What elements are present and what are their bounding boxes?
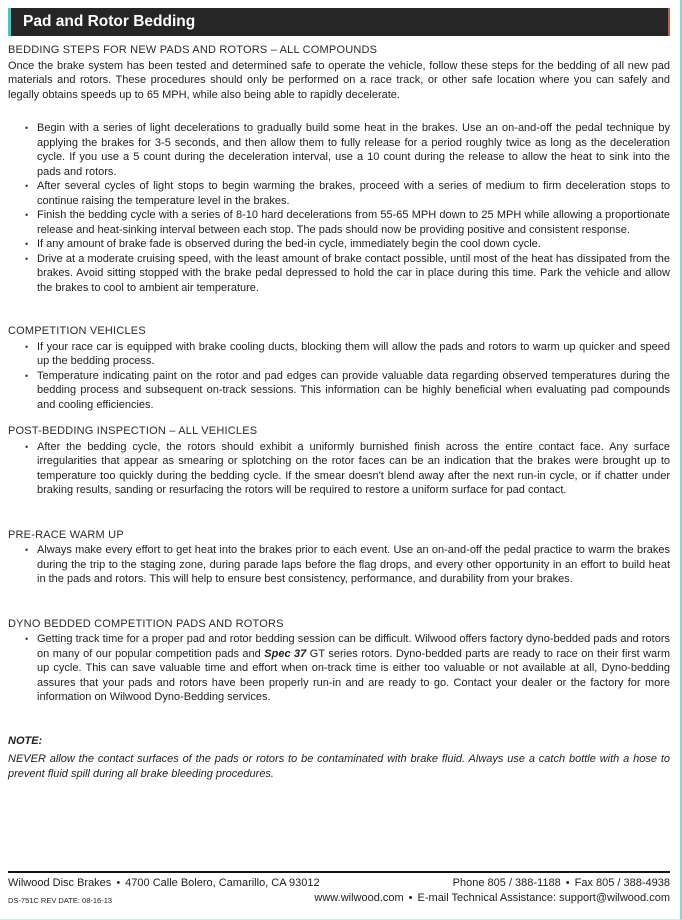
bullet-text: Temperature indicating paint on the rotor and pad edges can provide valuable data regarding observed temperatures during the bedding process and subsequent on-track sessions. This information can be highly beneficial when evaluating pad compounds and cooling efficiencies.: [37, 369, 670, 411]
bullet-list: [8, 543, 670, 587]
bullet-text: After several cycles of light stops to begin warming the brakes, proceed with a series of medium to firm deceleration stops to continue raising the temperature level in the brakes.: [37, 180, 670, 207]
bullet-list: [8, 340, 670, 413]
note-text: NEVER allow the contact surfaces of the pads or rotors to be contaminated with brake fluid. Always use a catch bottle with a hose to prevent fluid spill during all brake bleeding procedures.: [8, 753, 670, 780]
note-label: NOTE:: [8, 734, 43, 747]
list-item: [8, 179, 670, 208]
bullet-text: [37, 632, 670, 705]
bullet-icon: •: [25, 341, 29, 352]
bullet-icon: •: [25, 370, 29, 381]
section-heading: COMPETITION VEHICLES: [8, 325, 146, 337]
section-post-bedding-inspection: [8, 424, 670, 498]
section-dyno-bedded: [8, 617, 670, 705]
section-heading: POST-BEDDING INSPECTION – ALL VEHICLES: [8, 425, 258, 437]
page-title: Pad and Rotor Bedding: [23, 13, 196, 30]
list-item: [8, 121, 670, 179]
bullet-icon: •: [25, 545, 29, 555]
bullet-icon: •: [25, 181, 29, 191]
bullet-icon: •: [25, 253, 29, 264]
section-heading: BEDDING STEPS FOR NEW PADS AND ROTORS – ALL COMPOUNDS: [8, 44, 378, 56]
document-id: DS-751C REV DATE: 08-16-13: [8, 896, 113, 905]
fax-number: Fax 805 / 388-4938: [574, 877, 670, 889]
bullet-icon: •: [25, 441, 29, 452]
company-name: Wilwood Disc Brakes: [8, 877, 112, 889]
website-url: www.wilwood.com: [314, 892, 404, 904]
bullet-icon: •: [25, 123, 29, 133]
bullet-text-before: Getting track time for a proper pad and rotor bedding session can be difficult. Wilwood offers factory dyno-bedded pads and rotors on many of our popular competition pads and: [37, 633, 670, 660]
list-item: [8, 237, 670, 252]
list-item: [8, 340, 670, 369]
phone-number: Phone 805 / 388-1188: [452, 877, 561, 889]
footer-phone-fax: [453, 877, 670, 889]
bullet-list: [8, 121, 670, 295]
bullet-separator: •: [565, 877, 570, 889]
list-item: [8, 252, 670, 296]
list-item: [8, 369, 670, 413]
list-item: [8, 632, 670, 705]
footer-row-1: [8, 877, 670, 889]
bullet-text: Finish the bedding cycle with a series of 8-10 hard decelerations from 55-65 MPH down to 25 MPH while allowing a proportionate release and heat-sinking interval between each stop. The pads should now be providing positive and consistent response.: [37, 209, 670, 236]
bullet-icon: •: [25, 634, 29, 644]
bullet-list: [8, 632, 670, 705]
bullet-text: Drive at a moderate cruising speed, with the least amount of brake contact possible, until most of the heat has dissipated from the brakes. Avoid sitting stopped with the brake pedal depressed to hold the car in place during this time. Park the vehicle and allow the brakes to cool to ambient air temperature.: [37, 252, 670, 294]
bullet-icon: •: [25, 210, 29, 220]
company-address: 4700 Calle Bolero, Camarillo, CA 93012: [125, 877, 320, 889]
note-block: [8, 734, 670, 783]
bullet-text: If any amount of brake fade is observed during the bed-in cycle, immediately begin the cool down cycle.: [37, 238, 541, 250]
list-item: [8, 208, 670, 237]
section-competition-vehicles: [8, 324, 670, 412]
bullet-text: After the bedding cycle, the rotors should exhibit a uniformly burnished finish across the entire contact face. Any surface irregularities that appear as smearing or splotching on the rotor faces can be an indication that the brakes were brought up to temperature too quickly during the bedding cycle. If the smear doesn't blend away after the next run-in cycle, or if chatter under braking results, sanding or resurfacing the rotors will be required to restore a uniform surface for pad contact.: [37, 440, 670, 496]
bullet-text: Always make every effort to get heat into the brakes prior to each event. Use an on-and-off the pedal practice to warm the brakes during the trip to the staging zone, during parade laps before the flag drops, and every other opportunity in an effort to build heat in the pads and rotors. This will help to ensure best consistency, performance, and durability from your brakes.: [37, 544, 670, 585]
bullet-list: [8, 440, 670, 498]
section-heading: PRE-RACE WARM UP: [8, 528, 124, 541]
footer-web-email: [314, 892, 670, 904]
section-heading: DYNO BEDDED COMPETITION PADS AND ROTORS: [8, 617, 284, 630]
section-intro-paragraph: Once the brake system has been tested and determined safe to operate the vehicle, follow these steps for the bedding of all new pad materials and rotors. These procedures should only be performed on a race track, or other safe location where you can safely and legally obtains speeds up to 65 MPH, while also being able to rapidly decelerate.: [8, 59, 670, 101]
document-title-bar: [8, 8, 670, 36]
section-pre-race-warm-up: [8, 528, 670, 587]
document-footer: [8, 871, 670, 904]
bullet-text: Begin with a series of light decelerations to gradually build some heat in the brakes. Use an on-and-off the pedal technique by applying the brakes for 3-5 seconds, and then allow them to fully release for a period roughly twice as long as the deceleration cycle. If you use a 5 count during the deceleration interval, use a 10 count during the release to allow the heat to sink into the pads and rotors.: [37, 122, 670, 178]
list-item: [8, 440, 670, 498]
bullet-text: If your race car is equipped with brake cooling ducts, blocking them will allow the pads and rotors to warm up quicker and speed up the bedding process.: [37, 340, 670, 367]
bullet-separator: •: [408, 892, 413, 904]
bullet-text-after: GT series rotors. Dyno-bedded parts are ready to race on their first warm up cycle. This can save valuable time and effort when on-track time is either too valuable or not available at all, Dyno-bedding assures that your pads and rotors have been properly run-in and are ready to go. Contact your dealer or the factory for more information on Wilwood Dyno-Bedding services.: [37, 647, 670, 703]
list-item: [8, 543, 670, 587]
bullet-separator: •: [116, 877, 121, 889]
email-support: E-mail Technical Assistance: support@wilwood.com: [417, 892, 670, 904]
footer-company-address: [8, 877, 320, 889]
spec-37-emphasis: Spec 37: [264, 647, 307, 660]
document-content: [8, 43, 670, 782]
footer-row-2: [8, 892, 670, 904]
section-bedding-steps: [8, 43, 670, 295]
bullet-icon: •: [25, 239, 29, 249]
